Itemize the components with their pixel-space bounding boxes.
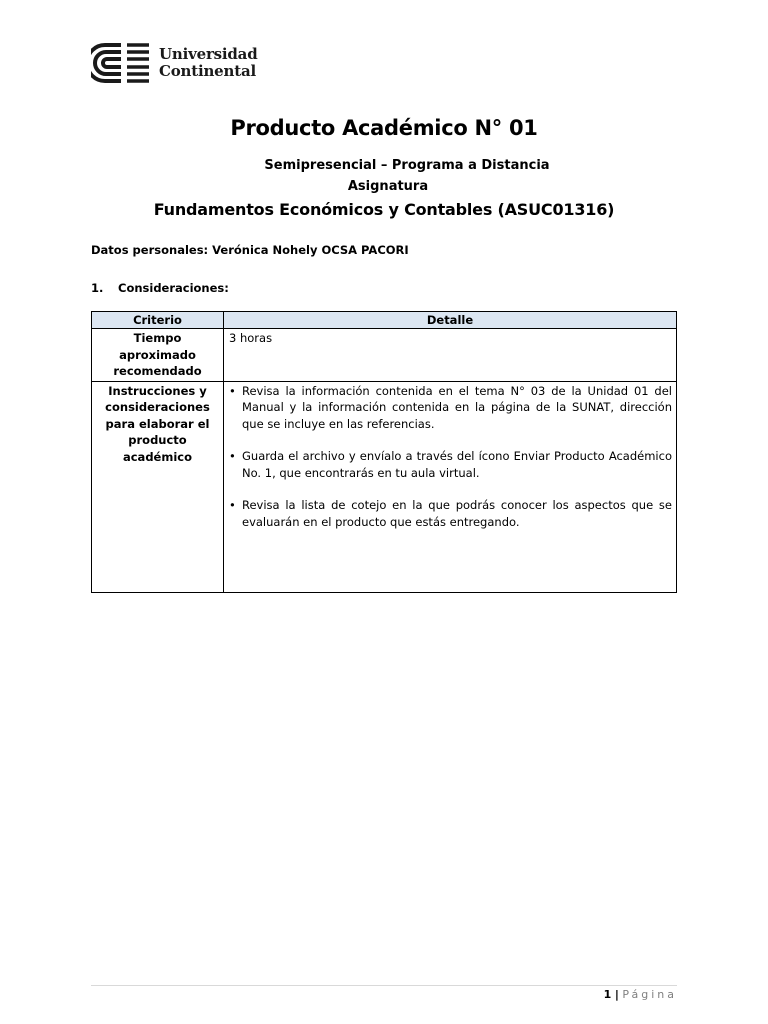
- criterio-cell: Tiempo aproximado recomendado: [92, 329, 224, 382]
- detalle-cell: 3 horas: [224, 329, 677, 382]
- course-name: Fundamentos Económicos y Contables (ASUC01316): [153, 200, 615, 219]
- list-item: [229, 497, 672, 530]
- list-item-text: Guarda el archivo y envíalo a través del ícono Enviar Producto Académico No. 1, que encontrarás en tu aula virtual.: [242, 449, 672, 480]
- university-c-logo-icon: [91, 42, 151, 84]
- section-heading: [91, 281, 229, 295]
- bullet-icon: •: [229, 383, 236, 398]
- personal-data: Datos personales: Verónica Nohely OCSA PACORI: [91, 243, 409, 257]
- list-item: [229, 448, 672, 481]
- table-row: [92, 329, 677, 382]
- table-row: [92, 381, 677, 592]
- page-label: Página: [622, 988, 677, 1001]
- considerations-table: [91, 311, 677, 593]
- list-item: [229, 383, 672, 433]
- page-footer: [604, 988, 677, 1001]
- section-number: 1.: [91, 281, 104, 295]
- detalle-cell: [224, 381, 677, 592]
- bullet-icon: •: [229, 449, 236, 463]
- logo-line-2: Continental: [159, 62, 256, 80]
- document-subtitle: Semipresencial – Programa a Distancia: [264, 158, 550, 173]
- table-header-row: [92, 312, 677, 329]
- page-number: 1: [603, 988, 612, 1001]
- university-logo: [91, 42, 258, 84]
- document-title: Producto Académico N° 01: [230, 116, 538, 140]
- logo-line-1: Universidad: [159, 45, 258, 63]
- logo-text: [159, 46, 258, 80]
- list-item-text: Revisa la lista de cotejo en la que podrás conocer los aspectos que se evaluarán en el producto que estás entregando.: [242, 498, 672, 529]
- asignatura-label: Asignatura: [347, 179, 429, 194]
- criterio-cell: Instrucciones y consideraciones para elaborar el producto académico: [92, 381, 224, 592]
- section-title: Consideraciones:: [118, 281, 229, 295]
- footer-divider: [91, 985, 677, 986]
- bullet-icon: •: [229, 498, 236, 512]
- instructions-list: [229, 383, 672, 531]
- header-criterio: Criterio: [92, 312, 224, 329]
- footer-separator: |: [614, 988, 619, 1001]
- header-detalle: Detalle: [224, 312, 677, 329]
- list-item-text: Revisa la información contenida en el tema N° 03 de la Unidad 01 del Manual y la información contenida en la página de la SUNAT, dirección que se incluye en las referencias.: [242, 383, 672, 431]
